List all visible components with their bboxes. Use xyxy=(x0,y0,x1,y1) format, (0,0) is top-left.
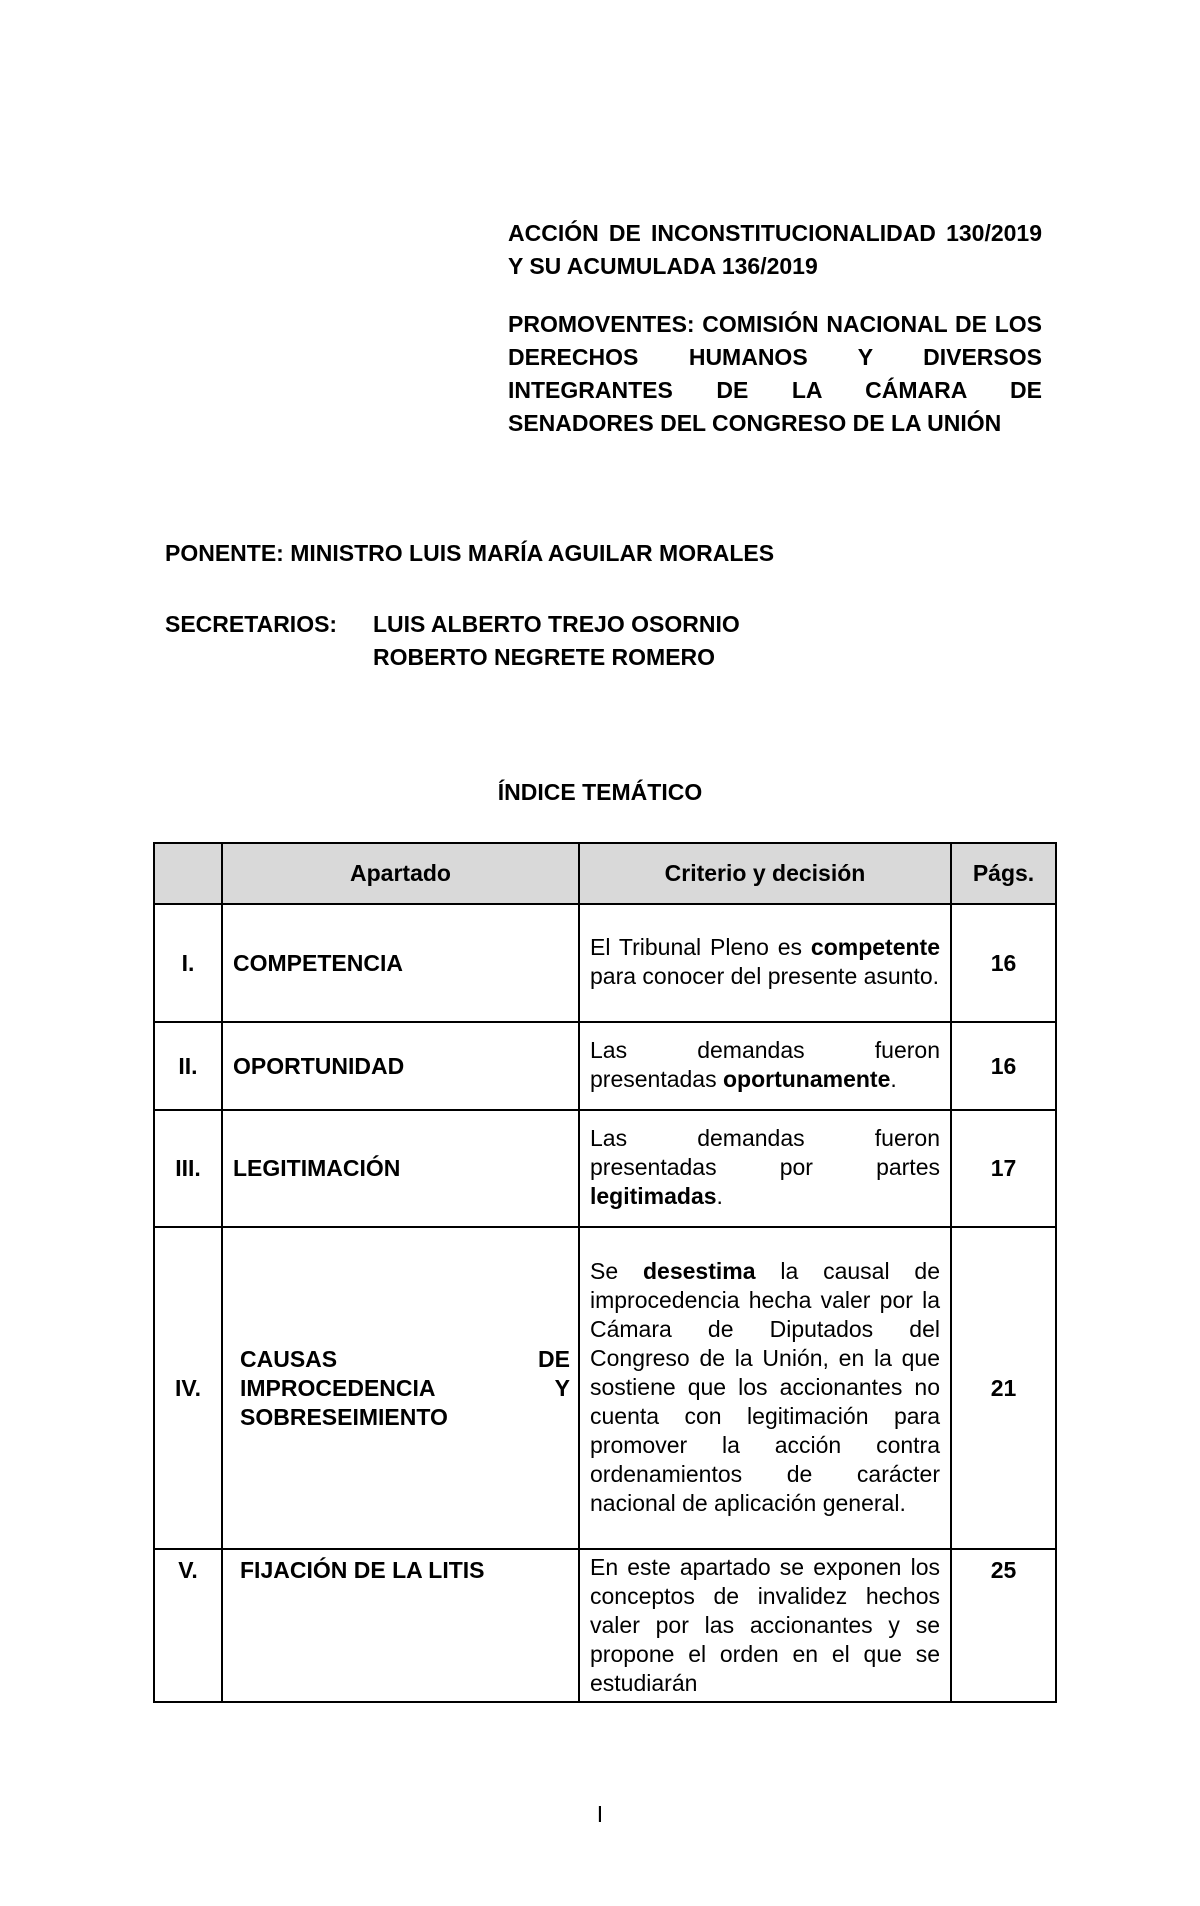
section-number: II. xyxy=(154,1022,222,1110)
secretarios-label: SECRETARIOS: xyxy=(165,611,338,637)
section-title: OPORTUNIDAD xyxy=(222,1022,579,1110)
ponente: PONENTE: MINISTRO LUIS MARÍA AGUILAR MORALES xyxy=(165,540,775,566)
section-title: FIJACIÓN DE LA LITIS xyxy=(222,1549,579,1702)
section-number: V. xyxy=(154,1549,222,1702)
table-row xyxy=(154,1227,1056,1549)
section-page: 25 xyxy=(951,1549,1056,1702)
promoventes: PROMOVENTES: COMISIÓN NACIONAL DE LOS DERECHOS HUMANOS Y DIVERSOS INTEGRANTES DE LA CÁMARA DE SENADORES DEL CONGRESO DE LA UNIÓN xyxy=(508,311,1042,436)
case-title: ACCIÓN DE INCONSTITUCIONALIDAD 130/2019 Y SU ACUMULADA 136/2019 xyxy=(508,220,1042,279)
section-number: IV. xyxy=(154,1227,222,1549)
section-number: III. xyxy=(154,1110,222,1227)
section-criteria: El Tribunal Pleno es competente para conocer del presente asunto. xyxy=(579,904,951,1022)
column-header: Apartado xyxy=(222,843,579,904)
table-header-row xyxy=(154,843,1056,904)
page-number: I xyxy=(596,1801,604,1827)
table-row xyxy=(154,1022,1056,1110)
section-criteria: Las demandas fueron presentadas oportunamente. xyxy=(579,1022,951,1110)
section-page: 16 xyxy=(951,904,1056,1022)
section-title: CAUSAS DE IMPROCEDENCIA Y SOBRESEIMIENTO xyxy=(222,1227,579,1549)
index-table xyxy=(153,842,1057,1703)
table-row xyxy=(154,1110,1056,1227)
section-criteria: En este apartado se exponen los conceptos de invalidez hechos valer por las accionantes y se propone el orden en el que se estudiarán xyxy=(579,1549,951,1702)
column-header: Criterio y decisión xyxy=(579,843,951,904)
section-number: I. xyxy=(154,904,222,1022)
section-page: 16 xyxy=(951,1022,1056,1110)
section-title: LEGITIMACIÓN xyxy=(222,1110,579,1227)
section-title: COMPETENCIA xyxy=(222,904,579,1022)
secretario-name: ROBERTO NEGRETE ROMERO xyxy=(373,644,716,670)
secretario-name: LUIS ALBERTO TREJO OSORNIO xyxy=(373,611,740,637)
column-header xyxy=(154,843,222,904)
section-criteria: Se desestima la causal de improcedencia hecha valer por la Cámara de Diputados del Congreso de la Unión, en la que sostiene que los accionantes no cuenta con legitimación para promover la acción contra ordenamientos de carácter nacional de aplicación general. xyxy=(579,1227,951,1549)
section-page: 21 xyxy=(951,1227,1056,1549)
section-page: 17 xyxy=(951,1110,1056,1227)
table-row xyxy=(154,1549,1056,1702)
column-header: Págs. xyxy=(951,843,1056,904)
section-criteria: Las demandas fueron presentadas por partes legitimadas. xyxy=(579,1110,951,1227)
table-row xyxy=(154,904,1056,1022)
index-title: ÍNDICE TEMÁTICO xyxy=(497,779,703,805)
